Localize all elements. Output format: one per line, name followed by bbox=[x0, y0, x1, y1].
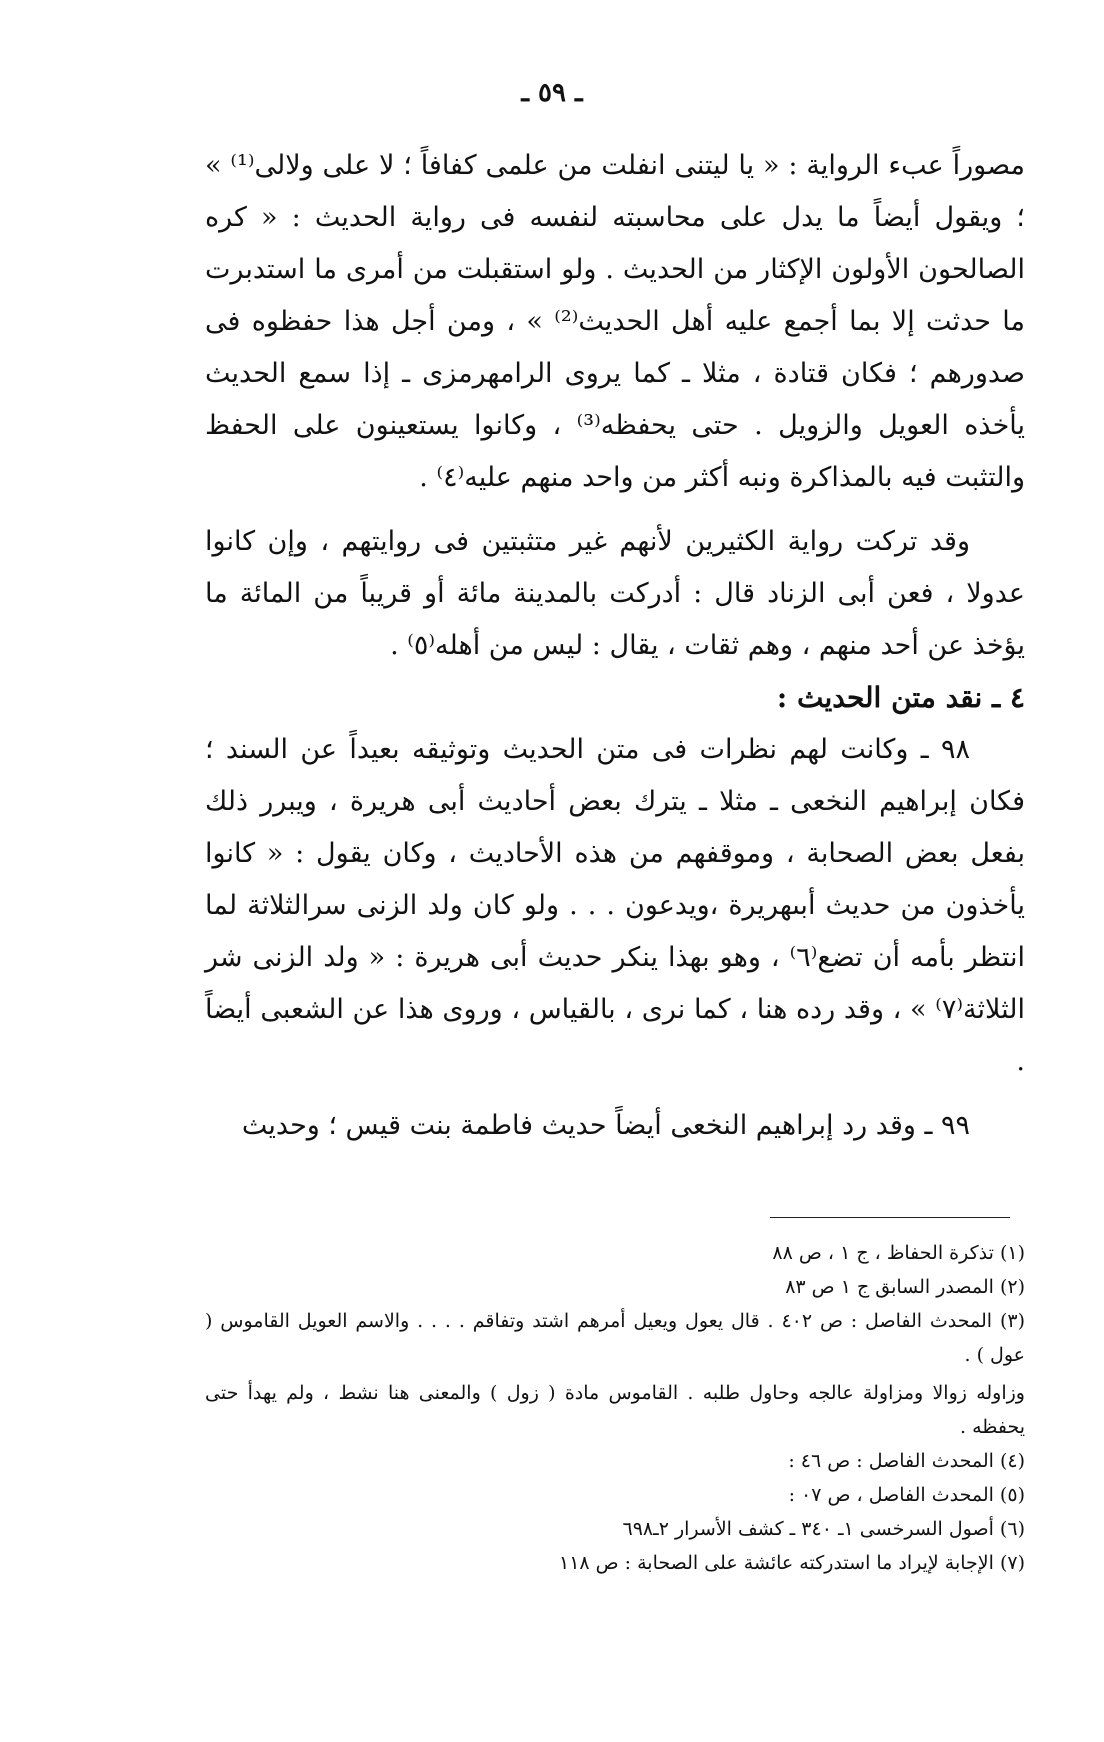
footnote-7: (٧) الإجابة لإيراد ما استدركته عائشة على الصحابة : ص ١١٨ bbox=[558, 1552, 1025, 1574]
footnote-divider bbox=[770, 1217, 1010, 1218]
paragraph-4: ٩٩ ـ وقد رد إبراهيم النخعى أيضاً حديث فاطمة بنت قيس ؛ وحديث bbox=[241, 1110, 970, 1141]
footnote-3: (٣) المحدث الفاصل : ص ٤٠٢ . قال يعول ويعيل أمرهم اشتد وتفاقم . . . . والاسم العويل القاموس ( عول ) . bbox=[205, 1310, 1026, 1366]
paragraph-3: ٩٨ ـ وكانت لهم نظرات فى متن الحديث وتوثيقه بعيداً عن السند ؛ فكان إبراهيم النخعى ـ مثلا ـ يترك بعض أحاديث أبى هريرة ، ويبرر ذلك بفعل بعض الصحابة ، وموقفهم من هذه الأحاديث ، وكان يقول : « كانوا يأخذون من حديث أبىهريرة ،ويدعون . . . ولو كان ولد الزنى سرالثلاثة لما انتظر بأمه أن تضع⁽٦⁾ ، وهو بهذا ينكر حديث أبى هريرة : « ولد الزنى شر الثلاثة⁽٧⁾ » ، وقد رده هنا ، كما نرى ، بالقياس ، وروى هذا عن الشعبى أيضاً . bbox=[205, 734, 1025, 1077]
paragraph-1: مصوراً عبء الرواية : « يا ليتنى انفلت من علمى كفافاً ؛ لا على ولالى⁽¹⁾ » ؛ ويقول أيضاً ما يدل على محاسبته لنفسه فى رواية الحديث : « كره الصالحون الأولون الإكثار من الحديث . ولو استقبلت من أمرى ما استدبرت ما حدثت إلا بما أجمع عليه أهل الحديث⁽²⁾ » ، ومن أجل هذا حفظوه فى صدورهم ؛ فكان قتادة ، مثلا ـ كما يروى الرامهرمزى ـ إذا سمع الحديث يأخذه العويل والزويل . حتى يحفظه⁽³⁾ ، وكانوا يستعينون على الحفظ والتثبت فيه بالمذاكرة ونبه أكثر من واحد منهم عليه⁽٤⁾ . bbox=[205, 150, 1025, 493]
footnote-3-continuation: وزاوله زوالا ومزاولة عالجه وحاول طلبه . القاموس مادة ( زول ) والمعنى هنا نشط ، ولم يهدأ حتى يحفظه . bbox=[205, 1382, 1025, 1438]
footnote-2: (٢) المصدر السابق ج ١ ص ٨٣ bbox=[785, 1276, 1025, 1298]
main-text bbox=[205, 140, 1025, 1152]
footnote-4: (٤) المحدث الفاصل : ص ٤٦ : bbox=[788, 1450, 1025, 1472]
footnotes bbox=[205, 1236, 1025, 1580]
page-number: ـ ٥٩ ـ bbox=[521, 78, 583, 108]
paragraph-2: وقد تركت رواية الكثيرين لأنهم غير متثبتين فى روايتهم ، وإن كانوا عدولا ، فعن أبى الزناد قال : أدركت بالمدينة مائة أو قريباً من المائة ما يؤخذ عن أحد منهم ، وهم ثقات ، يقال : ليس من أهله⁽٥⁾ . bbox=[205, 526, 1025, 661]
footnote-6: (٦) أصول السرخسى ١ـ ٣٤٠ ـ كشف الأسرار ٢ـ٦٩٨ bbox=[622, 1518, 1025, 1540]
section-heading: ٤ ـ نقد متن الحديث : bbox=[776, 681, 1025, 714]
footnote-5: (٥) المحدث الفاصل ، ص ٠٧ : bbox=[788, 1484, 1025, 1506]
footnote-1: (١) تذكرة الحفاظ ، ج ١ ، ص ٨٨ bbox=[772, 1242, 1025, 1264]
